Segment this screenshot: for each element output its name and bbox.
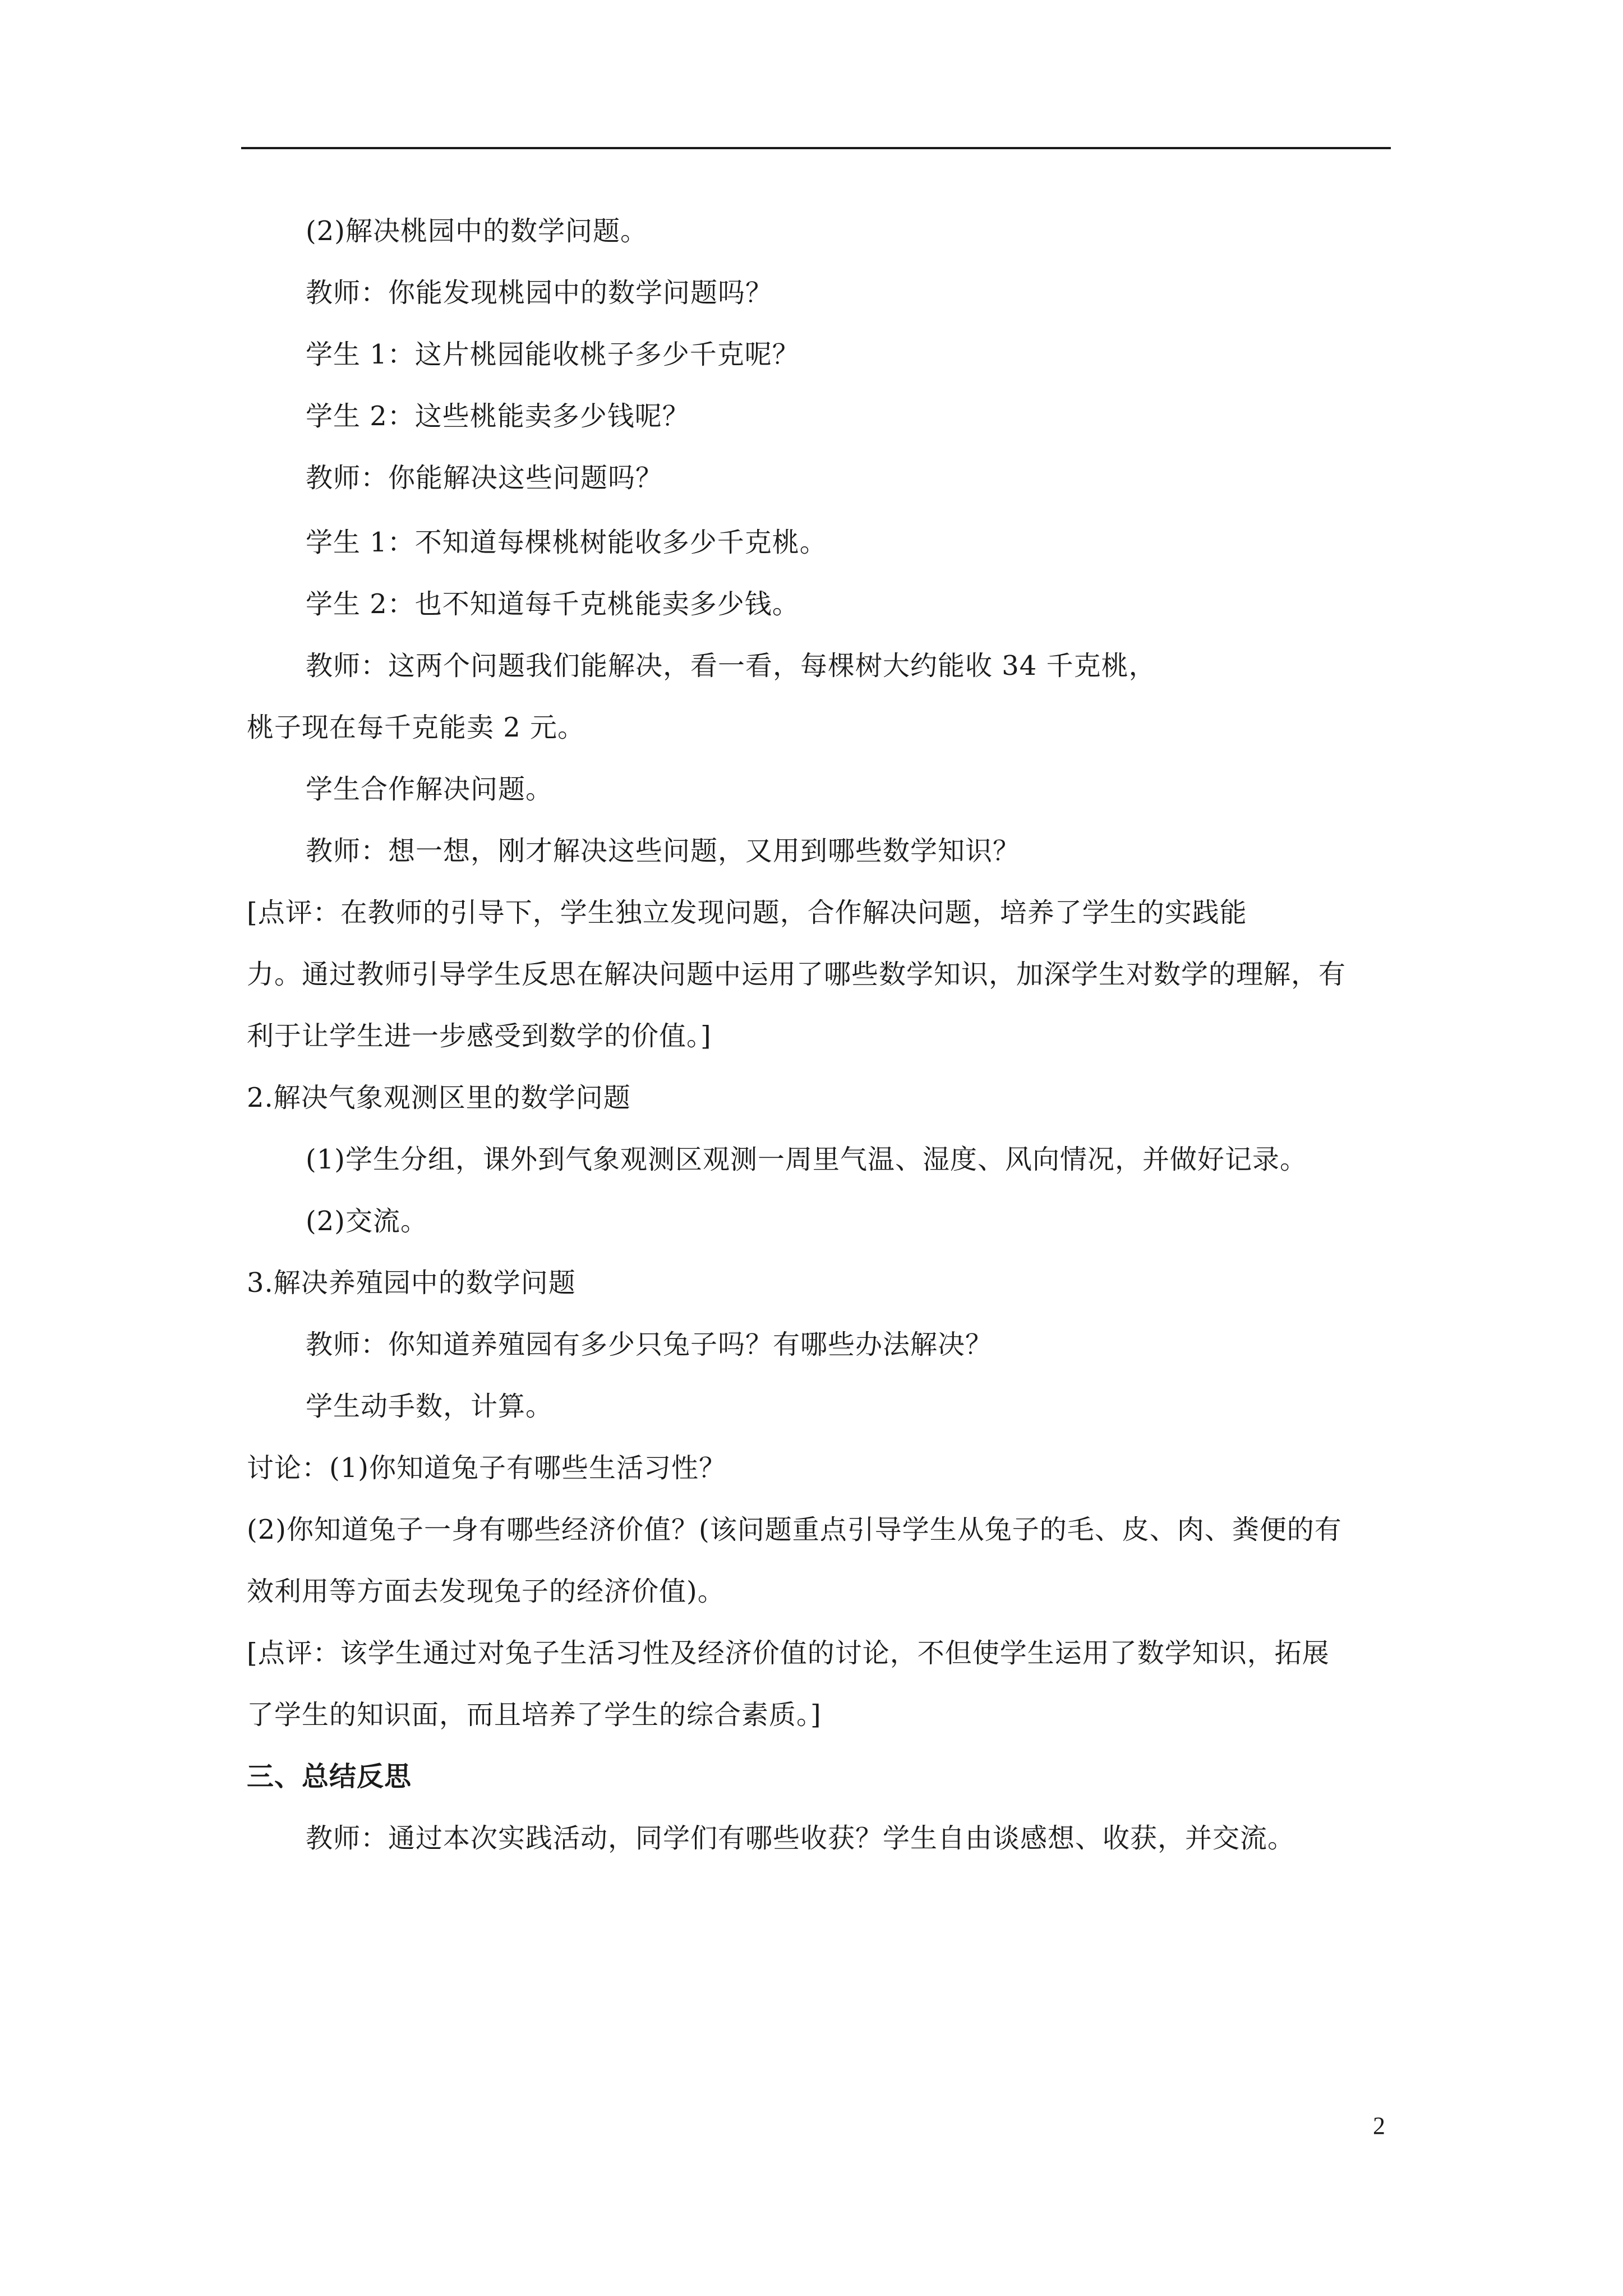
text-line: 讨论：(1)你知道兔子有哪些生活习性？ xyxy=(247,1452,726,1484)
text-line: 教师：你能解决这些问题吗？ xyxy=(306,462,663,494)
section-heading: 2.解决气象观测区里的数学问题 xyxy=(247,1082,631,1114)
text-line: 学生 2：这些桃能卖多少钱呢？ xyxy=(306,401,690,432)
text-line: 效利用等方面去发现兔子的经济价值)。 xyxy=(247,1576,725,1607)
text-line: 学生 1：不知道每棵桃树能收多少千克桃。 xyxy=(306,527,827,558)
text-line: 学生 1：这片桃园能收桃子多少千克呢？ xyxy=(306,339,800,370)
text-line: (2)解决桃园中的数学问题。 xyxy=(306,215,648,247)
comment-line: 了学生的知识面，而且培养了学生的综合素质。] xyxy=(247,1699,822,1731)
section-heading: 3.解决养殖园中的数学问题 xyxy=(247,1267,576,1299)
text-line: 教师：你能发现桃园中的数学问题吗？ xyxy=(306,277,773,309)
text-line: 桃子现在每千克能卖 2 元。 xyxy=(247,712,585,743)
text-line: 教师：这两个问题我们能解决，看一看，每棵树大约能收 34 千克桃， xyxy=(306,650,1156,682)
text-line: 教师：通过本次实践活动，同学们有哪些收获？学生自由谈感想、收获，并交流。 xyxy=(306,1823,1295,1854)
text-line: (2)你知道兔子一身有哪些经济价值？(该问题重点引导学生从兔子的毛、皮、肉、粪便的有 xyxy=(247,1514,1342,1545)
text-line: 学生 2：也不知道每千克桃能卖多少钱。 xyxy=(306,588,800,620)
header-rule xyxy=(241,147,1391,149)
comment-line: 利于让学生进一步感受到数学的价值。] xyxy=(247,1020,712,1052)
text-line: (2)交流。 xyxy=(306,1205,428,1237)
text-line: 学生动手数，计算。 xyxy=(306,1391,554,1422)
text-line: (1)学生分组，课外到气象观测区观测一周里气温、湿度、风向情况，并做好记录。 xyxy=(306,1144,1307,1175)
comment-line: [点评：在教师的引导下，学生独立发现问题，合作解决问题，培养了学生的实践能 xyxy=(247,897,1247,928)
text-line: 教师：想一想，刚才解决这些问题，又用到哪些数学知识？ xyxy=(306,835,1021,867)
comment-line: 力。通过教师引导学生反思在解决问题中运用了哪些数学知识，加深学生对数学的理解，有 xyxy=(247,959,1347,990)
text-line: 教师：你知道养殖园有多少只兔子吗？有哪些办法解决？ xyxy=(306,1329,993,1360)
comment-line: [点评：该学生通过对兔子生活习性及经济价值的讨论，不但使学生运用了数学知识，拓展 xyxy=(247,1637,1330,1669)
section-heading: 三、总结反思 xyxy=(247,1761,412,1792)
text-line: 学生合作解决问题。 xyxy=(306,774,554,805)
page-number: 2 xyxy=(1373,2112,1385,2139)
